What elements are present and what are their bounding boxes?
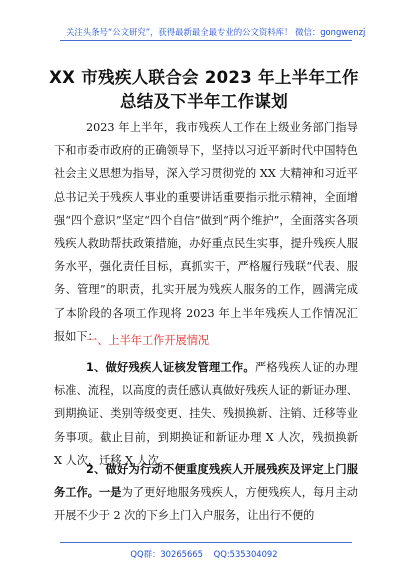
intro-paragraph: 2023 年上半年，我市残疾人工作在上级业务部门指导下和市委市政府的正确领导下，坚持以习近平新时代中国特色社会主义思想为指导，深入学习贯彻党的 XX 大精神和习近平总书记关于残疾人事业的重要讲话重要指示批示精神，全面增强“四个意识”坚定“四个自信”做到“两个维护”，全面落实各项残疾人救助帮扶政策措施，办好重点民生实事，提升残疾人服务水平，强化责任目标，真抓实干，严格履行残联“代表、服务、管理”的职责，扎实开展为残疾人服务的工作，圆满完成了本阶段的各项工作现将 2023 年上半年残疾人工作情况汇报如下： — [54, 121, 358, 343]
header-banner: 关注头条号“公文研究”，获得最新最全最专业的公文资料库！ 微信：gongwenzj — [66, 27, 366, 37]
document-title-line2: 总结及下半年工作谋划 — [120, 92, 288, 111]
item-2-body: 为了更好地服务残疾人，方便残疾人，每月主动开展不少于 2 次的下乡上门入户服务，让出行不便的 — [54, 486, 358, 523]
item-2-paragraph — [54, 458, 358, 558]
section-heading-1: 一、上半年工作开展情况 — [86, 334, 210, 347]
footer-contact: QQ群：30265665 QQ:535304092 — [130, 549, 278, 559]
footer-rule — [60, 542, 352, 543]
item-2-lead2: 一是 — [99, 486, 122, 500]
item-1-lead: 1、做好残疾人证核发管理工作。 — [86, 361, 255, 374]
item-2-lead: 2、做好为行动不便重度残疾人开展残疾及评定上门服务工作。 — [54, 463, 358, 500]
item-1-paragraph — [54, 356, 358, 472]
item-1-body: 严格残疾人证的办理标准、流程，以高度的责任感认真做好残疾人证的新证办理、到期换证、类别等级变更、挂失、残损换新、注销、迁移等业务事项。截止目前，到期换证和新证办理 X 人次，残损换新 X 人次，迁移 X 人次。 — [54, 361, 358, 467]
document-title-line1: XX 市残疾人联合会 2023 年上半年工作 — [49, 68, 359, 87]
